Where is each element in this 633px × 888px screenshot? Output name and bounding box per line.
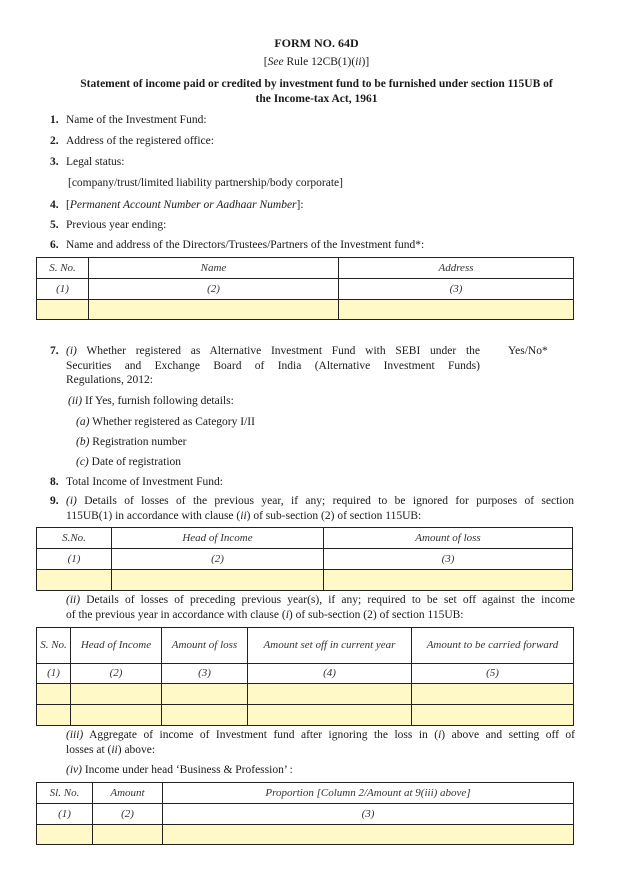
item-label: Previous year ending: xyxy=(66,219,167,231)
col-number: (2) xyxy=(93,804,163,825)
item-8-total-income xyxy=(50,476,223,488)
clause-text: Whether registered as Category I/II xyxy=(89,416,255,428)
business-income-table xyxy=(36,782,574,845)
directors-table xyxy=(36,257,574,320)
table-input-row xyxy=(37,300,574,320)
clause-text: ) of sub-section (2) of section 115UB: xyxy=(246,509,422,522)
item-number: 9. xyxy=(50,495,59,507)
clause-ref: i xyxy=(438,729,442,741)
table-input-row xyxy=(37,705,574,726)
col-number: (1) xyxy=(37,549,112,570)
item-7-a-category xyxy=(76,416,255,428)
table-number-row xyxy=(37,664,574,684)
clause-text: Details of losses of preceding previous year(s), if any; required to be set off against the income xyxy=(80,594,575,606)
col-number: (5) xyxy=(412,664,574,684)
item-3-legal-status xyxy=(50,156,124,168)
clause-label: (i) xyxy=(66,345,77,357)
col-number: (2) xyxy=(71,664,162,684)
form-title: FORM NO. 64D xyxy=(274,36,359,50)
clause-text: Whether registered as Alternative Investment Fund with SEBI under the xyxy=(76,345,480,357)
col-header-amount-of-loss: Amount of loss xyxy=(324,528,573,549)
clause-text: If Yes, furnish following details: xyxy=(82,395,234,407)
clause-text: Aggregate of income of Investment fund after ignoring the loss in ( xyxy=(83,729,439,741)
clause-label: (ii) xyxy=(66,594,81,606)
col-header-proportion: Proportion [Column 2/Amount at 9(iii) above] xyxy=(163,783,574,804)
col-number: (4) xyxy=(248,664,412,684)
proportion-input-cell[interactable] xyxy=(163,825,574,845)
col-number: (1) xyxy=(37,279,89,300)
rule-reference xyxy=(0,56,633,68)
heading-line-1: Statement of income paid or credited by investment fund to be furnished under section 115UB of xyxy=(80,78,553,90)
yes-no-choice[interactable]: Yes/No* xyxy=(508,345,548,357)
clause-label: (ii) xyxy=(68,395,83,407)
item-number: 4. xyxy=(50,199,59,211)
col-header-amount-set-off: Amount set off in current year xyxy=(248,628,412,664)
head-of-income-input-cell[interactable] xyxy=(71,705,162,726)
table-header-row xyxy=(37,628,574,664)
clause-text: Registration number xyxy=(89,436,187,448)
item-number: 6. xyxy=(50,239,59,251)
col-number: (3) xyxy=(163,804,574,825)
clause-text: ) above and setting off of xyxy=(441,729,575,741)
item-2-address xyxy=(50,135,214,147)
item-9-iv-business-income xyxy=(66,764,293,776)
clause-text: ) above: xyxy=(117,743,156,756)
rule-see: See xyxy=(267,56,284,68)
item-7-c-registration-date xyxy=(76,456,181,468)
amount-of-loss-input-cell[interactable] xyxy=(162,705,248,726)
item-9-i-losses-current xyxy=(50,494,574,523)
address-input-cell[interactable] xyxy=(339,300,574,320)
col-number: (1) xyxy=(37,804,93,825)
carried-forward-input-cell[interactable] xyxy=(412,684,574,705)
col-header-amount-of-loss: Amount of loss xyxy=(162,628,248,664)
item-label: Legal status: xyxy=(66,156,125,168)
item-number: 7. xyxy=(50,345,59,357)
col-number: (3) xyxy=(324,549,573,570)
item-9-ii-losses-preceding xyxy=(66,593,575,622)
clause-ref: ii xyxy=(240,509,247,522)
clause-text: ) of sub-section (2) of section 115UB: xyxy=(288,608,464,621)
rule-prefix: [ xyxy=(263,56,268,68)
table-input-row xyxy=(37,684,574,705)
col-header-head-of-income: Head of Income xyxy=(71,628,162,664)
clause-label: (a) xyxy=(76,416,90,428)
clause-ref: i xyxy=(285,608,289,621)
clause-text: Income under head ‘Business & Profession’ : xyxy=(81,764,293,776)
item-6-directors xyxy=(50,239,424,251)
sno-input-cell[interactable] xyxy=(37,684,71,705)
head-of-income-input-cell[interactable] xyxy=(112,570,324,591)
item-label: Permanent Account Number or Aadhaar Number xyxy=(69,199,297,211)
item-label: Name and address of the Directors/Trustees/Partners of the Investment fund*: xyxy=(66,239,425,251)
item-label: Address of the registered office: xyxy=(66,135,214,147)
item-label: Total Income of Investment Fund: xyxy=(66,476,223,488)
col-number: (2) xyxy=(89,279,339,300)
legal-status-options: [company/trust/limited liability partnership/body corporate] xyxy=(68,177,343,189)
table-number-row xyxy=(37,549,573,570)
sl-no-input-cell[interactable] xyxy=(37,825,93,845)
item-4-pan xyxy=(50,199,304,211)
col-header-sno: S.No. xyxy=(37,528,112,549)
clause-text-line-3: Regulations, 2012: xyxy=(66,374,153,386)
bracket-open: [ xyxy=(66,199,70,211)
table-input-row xyxy=(37,570,573,591)
item-number: 5. xyxy=(50,219,59,231)
item-7-b-registration-number xyxy=(76,436,187,448)
amount-set-off-input-cell[interactable] xyxy=(248,684,412,705)
col-number: (1) xyxy=(37,664,71,684)
col-header-amount: Amount xyxy=(93,783,163,804)
col-header-carried-forward: Amount to be carried forward xyxy=(412,628,574,664)
col-header-name: Name xyxy=(89,258,339,279)
sno-input-cell[interactable] xyxy=(37,570,112,591)
clause-label: (iv) xyxy=(66,764,82,776)
head-of-income-input-cell[interactable] xyxy=(71,684,162,705)
rule-ii: ii xyxy=(355,56,362,68)
name-input-cell[interactable] xyxy=(89,300,339,320)
amount-of-loss-input-cell[interactable] xyxy=(162,684,248,705)
form-heading xyxy=(40,77,593,107)
col-header-sno: S. No. xyxy=(37,628,71,664)
col-header-head-of-income: Head of Income xyxy=(112,528,324,549)
bracket-close: ]: xyxy=(296,199,304,211)
heading-line-2: the Income-tax Act, 1961 xyxy=(255,93,378,105)
carried-forward-input-cell[interactable] xyxy=(412,705,574,726)
item-1-fund-name xyxy=(50,114,207,126)
amount-of-loss-input-cell[interactable] xyxy=(324,570,573,591)
clause-label: (iii) xyxy=(66,729,84,741)
item-7-ii xyxy=(68,395,234,407)
col-number: (2) xyxy=(112,549,324,570)
clause-text: Details of losses of the previous year, if any; required to be ignored for purposes of section xyxy=(76,495,574,507)
sno-input-cell[interactable] xyxy=(37,300,89,320)
amount-input-cell[interactable] xyxy=(93,825,163,845)
amount-set-off-input-cell[interactable] xyxy=(248,705,412,726)
rule-text: Rule 12CB(1)( xyxy=(283,56,356,68)
item-number: 2. xyxy=(50,135,59,147)
sno-input-cell[interactable] xyxy=(37,705,71,726)
item-5-previous-year xyxy=(50,219,166,231)
table-header-row xyxy=(37,783,574,804)
table-header-row xyxy=(37,258,574,279)
clause-text: of the previous year in accordance with clause ( xyxy=(66,608,286,621)
table-number-row xyxy=(37,279,574,300)
clause-ref: ii xyxy=(111,743,118,756)
col-number: (3) xyxy=(339,279,574,300)
clause-text: losses at ( xyxy=(66,743,112,756)
losses-current-table xyxy=(36,527,573,591)
losses-preceding-table xyxy=(36,627,574,726)
item-number: 1. xyxy=(50,114,59,126)
clause-label: (i) xyxy=(66,495,77,507)
item-number: 8. xyxy=(50,476,59,488)
clause-text: 115UB(1) in accordance with clause ( xyxy=(66,509,241,522)
item-label: Name of the Investment Fund: xyxy=(66,114,207,126)
clause-text-line-2: Securities and Exchange Board of India (Alternative Investment Funds) xyxy=(66,359,480,372)
item-number: 3. xyxy=(50,156,59,168)
clause-label: (b) xyxy=(76,436,90,448)
item-9-iii-aggregate-income xyxy=(66,728,575,757)
rule-suffix: )] xyxy=(361,56,370,68)
table-header-row xyxy=(37,528,573,549)
clause-label: (c) xyxy=(76,456,89,468)
table-number-row xyxy=(37,804,574,825)
item-7-sebi-registration xyxy=(50,344,480,388)
clause-text: Date of registration xyxy=(88,456,182,468)
col-number: (3) xyxy=(162,664,248,684)
col-header-sl-no: Sl. No. xyxy=(37,783,93,804)
col-header-sno: S. No. xyxy=(37,258,89,279)
table-input-row xyxy=(37,825,574,845)
col-header-address: Address xyxy=(339,258,574,279)
